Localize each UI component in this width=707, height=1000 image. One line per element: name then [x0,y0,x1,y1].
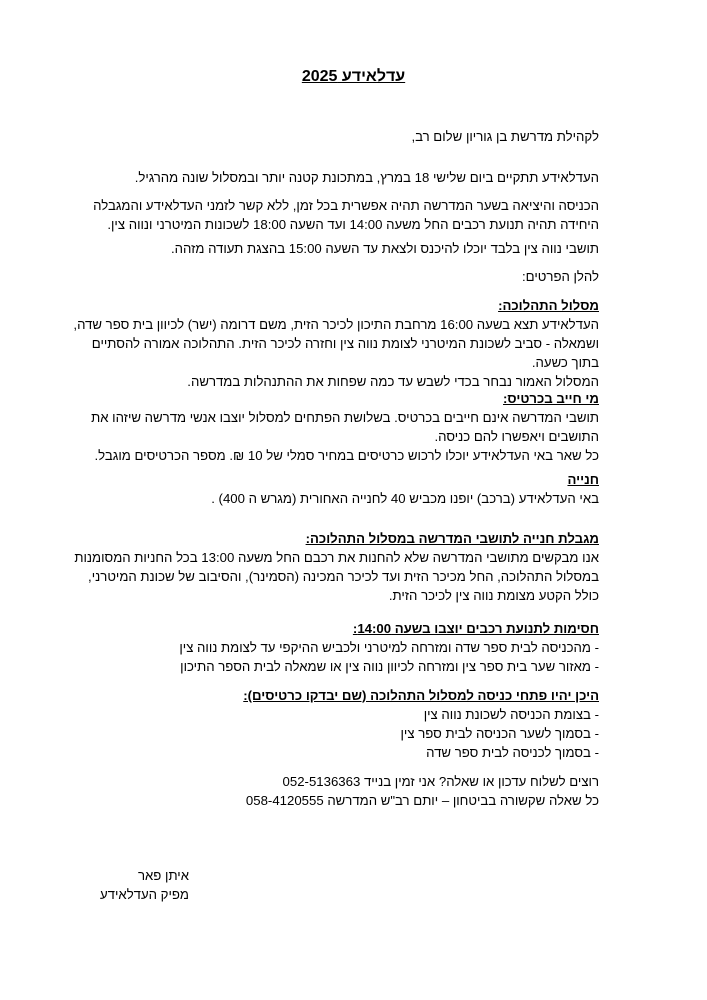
section-gates [99,686,599,762]
section-line: כל שאר באי העדלאידע יוכלו לרכוש כרטיסים במחיר סמלי של 10 ₪. מספר הכרטיסים מוגבל. [94,448,599,463]
section-route [73,296,599,391]
entry-line: הכניסה והיציאה בשער המדרשה תהיה אפשרית בכל זמן, ללא קשר לזמני העדלאידע והמגבלה [93,198,599,213]
contact-updates: רוצים לשלוח עדכון או שאלה? אני זמין בנייד 052-5136363 [282,774,599,789]
document-title: עדלאידע 2025 [301,68,406,85]
section-line: העדלאידע תצא בשעה 16:00 מרחבת התיכון לכיכר הזית, משם דרומה (ישר) לכיוון בית ספר שדה, [73,317,599,332]
section-heading: מסלול התהלוכה: [498,298,599,313]
contact-security: כל שאלה שקשורה בביטחון – יותם רב"ש המדרשה 058-4120555 [245,793,599,808]
section-tickets [91,389,599,465]
section-line: - בסמוך לכניסה לבית ספר שדה [426,745,599,760]
greeting: לקהילת מדרשת בן גוריון שלום רב, [411,129,599,144]
section-line: - בסמוך לשער הכניסה לבית ספר צין [400,726,599,741]
greeting-block [99,127,599,146]
section-heading: היכן יהיו פתחי כניסה למסלול התהלוכה (שם יבדקו כרטיסים): [243,688,599,703]
section-parking [99,470,599,508]
signature-block [100,866,189,904]
section-closures [99,619,599,676]
section-line: ושמאלה - סביב לשכונת המיטרני לצומת נווה צין וחזרה לכיכר הזית. התהלוכה אמורה להסתיים [91,336,599,351]
intro-block [99,168,599,187]
section-line: המסלול האמור נבחר בכדי לשבש עד כמה שפחות את ההתנהלות במדרשה. [187,374,599,389]
details-intro: להלן הפרטים: [522,269,599,284]
section-heading: חסימות לתנועת רכבים יוצבו בשעה 14:00: [352,621,599,636]
section-line: התושבים ויאפשרו להם כניסה. [434,429,599,444]
section-heading: מגבלת חנייה לתושבי המדרשה במסלול התהלוכה: [305,531,599,546]
section-line: - מהכניסה לבית ספר שדה ומזרחה למיטרני ולכביש ההיקפי עד לצומת נווה צין [179,640,599,655]
signature-role: מפיק העדלאידע [100,887,189,902]
entry-paragraph [93,196,599,234]
section-line: במסלול התהלוכה, החל מכיכר הזית ועד לכיכר המכינה (הסמינר), והסיבוב של שכונת המיטרני, [88,569,599,584]
section-heading: חנייה [567,472,599,487]
section-parking-limit [74,529,599,605]
section-line: תושבי המדרשה אינם חייבים בכרטיס. בשלושת הפתחים למסלול יוצבו אנשי מדרשה שיזהו את [91,410,599,425]
section-line: באי העדלאידע (ברכב) יופנו מכביש 40 לחנייה האחורית (מגרש ה 400) . [211,491,599,506]
section-line: כולל הקטע מצומת נווה צין לכיכר הזית. [388,588,599,603]
signature-name: איתן פאר [137,868,189,883]
intro-line: העדלאידע תתקיים ביום שלישי 18 במרץ, במתכונת קטנה יותר ובמסלול שונה מהרגיל. [134,170,599,185]
entry-line: היחידה תהיה תנועת רכבים החל משעה 14:00 ועד השעה 18:00 לשכונות המיטרני ונווה צין. [107,217,599,232]
details-intro-block [99,267,599,286]
section-line: - מאזור שער בית ספר צין ומזרחה לכיוון נווה צין או שמאלה לבית הספר התיכון [180,659,599,674]
section-line: - בצומת הכניסה לשכונת נווה צין [423,707,599,722]
residents-note-block [99,239,599,258]
section-heading: מי חייב בכרטיס: [503,391,599,406]
contact-block [99,772,599,810]
section-line: אנו מבקשים מתושבי המדרשה שלא להחנות את רכבם החל משעה 13:00 בכל החניות המסומנות [74,550,599,565]
residents-note: תושבי נווה צין בלבד יוכלו להיכנס ולצאת עד השעה 15:00 בהצגת תעודה מזהה. [170,241,599,256]
section-line: בתוך כשעה. [531,355,599,370]
